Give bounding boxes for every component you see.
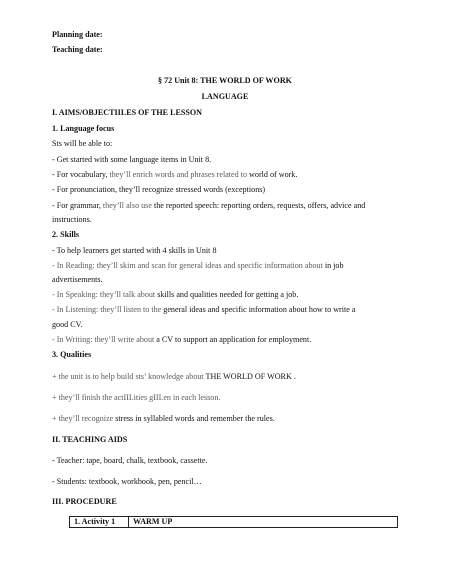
language-focus-line-1: - Get started with some language items in Unit 8. [52,155,212,164]
section-procedure-heading: III. PROCEDURE [52,497,117,506]
skills-line-1: - To help learners get started with 4 skills in Unit 8 [52,246,217,255]
qualities-heading: 3. Qualities [52,350,92,359]
qualities-line-2: + they’ll finish the actIII.ities gIII.en in each lesson. [52,393,221,402]
activity-label-cell: 1. Activity 1 [70,517,129,528]
skills-line-2-cont: advertisements. [52,275,103,284]
section-teaching-aids-heading: II. TEACHING AIDS [52,435,128,444]
language-focus-heading: 1. Language focus [52,124,115,133]
language-focus-line-3: - For pronunciation, they’ll recognize stressed words (exceptions) [52,185,266,194]
section-aims-heading: I. AIMS/OBJECTIILES OF THE LESSON [52,108,203,117]
student-aids: - Students: textbook, workbook, pen, pencil… [52,477,202,486]
skills-line-4-cont: good CV. [52,320,83,329]
lesson-subtitle: LANGUAGE [201,92,249,101]
skills-line-5: - In Writing: they’ll write about a CV to support an application for employment. [52,335,312,344]
qualities-line-1: + the unit is to help build sts’ knowledge about THE WORLD OF WORK . [52,372,296,381]
planning-date: Planning date: [52,30,103,39]
language-focus-line-4: - For grammar, they’ll also use the reported speech: reporting orders, requests, offers, advice and [52,201,366,210]
language-focus-intro: Sts will be able to: [52,139,113,148]
skills-line-2: - In Reading: they’ll skim and scan for general ideas and specific information about in job [52,261,344,270]
teacher-aids: - Teacher: tape, board, chalk, textbook, cassette. [52,456,208,465]
activity-table [69,516,398,528]
table-row [70,517,398,528]
skills-heading: 2. Skills [52,230,79,239]
skills-line-3: - In Speaking: they’ll talk about skills and qualities needed for getting a job. [52,290,299,299]
language-focus-line-2: - For vocabulary, they’ll enrich words and phrases related to world of work. [52,170,298,179]
qualities-line-3: + they’ll recognize stress in syllabled words and remember the rules. [52,414,275,423]
lesson-title: § 72 Unit 8: THE WORLD OF WORK [158,76,292,85]
activity-title-cell: WARM UP [129,517,398,528]
language-focus-line-4-cont: instructions. [52,215,92,224]
teaching-date: Teaching date: [52,45,103,54]
skills-line-4: - In Listening: they’ll listen to the general ideas and specific information about how to write a [52,305,356,314]
